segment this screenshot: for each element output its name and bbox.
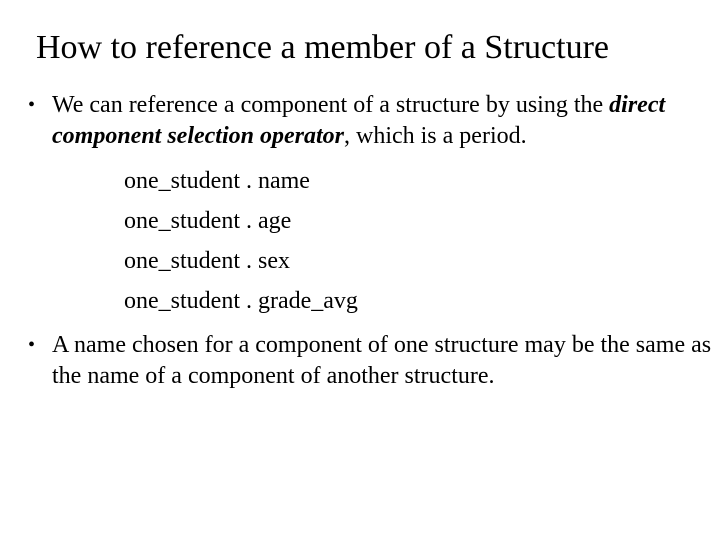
- bullet-marker: •: [28, 334, 36, 356]
- bullet-item-reference: [26, 90, 716, 152]
- operator-name-emphasis: direct component selection operator: [52, 92, 666, 149]
- slide-title: How to reference a member of a Structure: [36, 29, 610, 66]
- example-line-grade-avg: one_student . grade_avg: [124, 288, 358, 314]
- bullet-text-before: We can reference a component of a structure by using the: [52, 92, 610, 118]
- bullet-text-after: , which is a period.: [343, 123, 527, 149]
- bullet-marker: •: [28, 94, 36, 116]
- example-line-sex: one_student . sex: [124, 248, 290, 274]
- example-lines: [124, 161, 716, 321]
- bullet-text: A name chosen for a component of one structure may be the same as the name of a component of another structure.: [52, 332, 712, 389]
- bullet-list: [26, 90, 716, 392]
- bullet-item-name-reuse: [26, 330, 716, 392]
- example-line-age: one_student . age: [124, 208, 292, 234]
- example-line-name: one_student . name: [124, 168, 310, 194]
- bullet-text: [52, 90, 716, 152]
